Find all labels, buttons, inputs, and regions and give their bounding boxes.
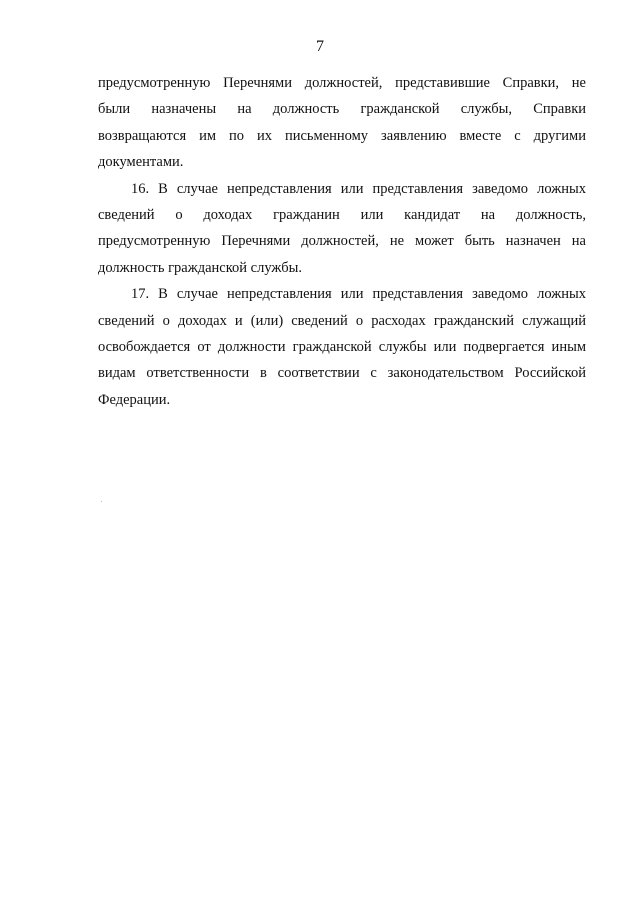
- scan-speck: [101, 501, 102, 502]
- text-line: должность гражданской службы.: [98, 259, 302, 276]
- text-line: видам ответственности в соответствии с законодательством Российской: [98, 365, 586, 382]
- paragraph-17: [98, 281, 586, 413]
- text-line: были назначены на должность гражданской службы, Справки: [98, 101, 586, 118]
- page-number: 7: [316, 38, 324, 55]
- text-line: 16. В случае непредставления или представления заведомо ложных: [131, 180, 586, 197]
- text-line: возвращаются им по их письменному заявлению вместе с другими: [98, 127, 586, 144]
- text-line: предусмотренную Перечнями должностей, не может быть назначен на: [98, 233, 586, 250]
- paragraph-continuation: [98, 70, 586, 176]
- text-line: 17. В случае непредставления или представления заведомо ложных: [131, 286, 586, 303]
- text-line: Федерации.: [98, 391, 171, 408]
- paragraph-16: [98, 176, 586, 282]
- text-line: освобождается от должности гражданской службы или подвергается иным: [98, 338, 586, 355]
- text-line: сведений о доходах гражданин или кандидат на должность,: [98, 206, 586, 223]
- document-body: [98, 70, 586, 413]
- text-line: документами.: [98, 154, 184, 171]
- text-line: предусмотренную Перечнями должностей, представившие Справки, не: [98, 75, 586, 91]
- text-line: сведений о доходах и (или) сведений о расходах гражданский служащий: [98, 312, 586, 329]
